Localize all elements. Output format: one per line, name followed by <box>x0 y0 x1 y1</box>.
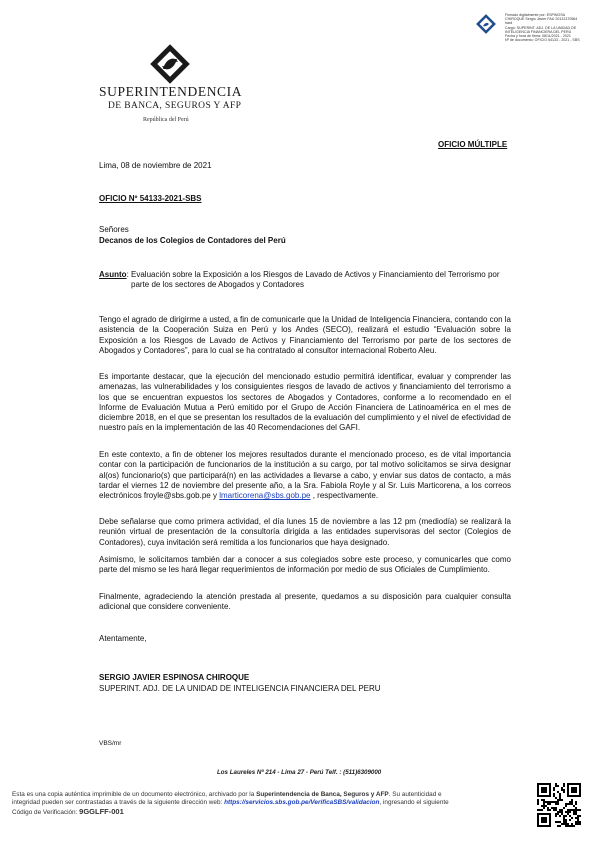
paragraph-2: Es importante destacar, que la ejecución del mencionado estudio permitirá identificar, evaluar y comprender las amenazas, las vulnerabilidades y los consiguientes riesgos de lavado de activos y financiamiento del terrorismo a los que se encuentran expuestos los sectores de Abogados y Contadores, conforme a lo recomendado en el Informe de Evaluación Mutua a Perú emitido por el Grupo de Acción Financiera de Latinoamérica en el mes de diciembre 2018, en el que se presentan los resultados de la evaluación del cumplimiento y el nivel de efectividad de nuestro país en la implementación de las 40 Recomendaciones del GAFI. <box>99 372 511 433</box>
signature-stamp <box>505 13 593 42</box>
paragraph-4: Debe señalarse que como primera actividad, el día lunes 15 de noviembre a las 12 pm (mediodía) se realizará la reunión virtual de presentación de la consultoría dirigida a las entidades supervisoras del sector (Colegios de Contadores), cuya invitación será remitida a los funcionarios que haya designado. <box>99 517 511 547</box>
stamp-line: hard <box>505 21 513 26</box>
paragraph-6: Finalmente, agradeciendo la atención prestada al presente, quedamos a su disposición para cualquier consulta adicional que considere conveniente. <box>99 592 511 612</box>
initials: VBS/mr <box>99 740 122 747</box>
verify-text-c: integridad pueden ser contrastadas a través de la siguiente dirección web: <box>12 799 225 807</box>
paragraph-5: Asimismo, le solicitamos también dar a conocer a sus colegiados sobre este proceso, y comunicarles que como parte del mismo se les hará llegar requerimientos de información por medio de sus Oficiales de Cumplimiento. <box>99 555 511 575</box>
logo-republic: República del Perú <box>143 117 189 123</box>
subject <box>99 270 511 291</box>
subject-label: Asunto <box>99 270 127 279</box>
verification-notice <box>12 791 512 817</box>
closing-regards: Atentamente, <box>99 634 147 643</box>
stamp-line: Fecha y hora de firma: 08/11/2021 - 2021 <box>505 34 571 39</box>
verify-org: Superintendencia de Banca, Seguros y AFP <box>256 791 389 798</box>
paragraph-3-text: En este contexto, a fin de obtener los mejores resultados durante el mencionado proceso, es de vital importancia contar con la participación de funcionarios de la institución a su cargo, por tal motivo solicitamos se sirva designar al(os) funcionario(s) que participará(n) en las actividades a llevarse a cabo, y enviar sus datos de contacto, a más tardar el viernes 12 de noviembre del presente año, a la Sra. Fabiola Royle y al Sr. Luis Marticorena, a los correos electrónicos <box>99 450 511 501</box>
logo-name: SUPERINTENDENCIA <box>99 84 243 99</box>
seal-logo-small <box>475 13 497 35</box>
verify-line-1 <box>12 791 512 799</box>
qr-code-icon <box>537 783 581 827</box>
stamp-line: Firmado digitalmente por: ESPINOSA <box>505 13 566 17</box>
recipient-name: Decanos de los Colegios de Contadores del Perú <box>99 236 286 245</box>
paragraph-3-end: , respectivamente. <box>310 491 379 501</box>
verify-text-d: , ingresando el siguiente <box>379 799 449 807</box>
subject-line-1: : Evaluación sobre la Exposición a los Riesgos de Lavado de Activos y Financiamiento del Terrorismo por <box>126 270 500 279</box>
stamp-line: Cargo: SUPERINT. ADJ. DE LA UNIDAD DE <box>505 25 577 30</box>
email-lmarticorena-link[interactable]: lmarticorena@sbs.gob.pe <box>219 491 311 501</box>
footer-address: Los Laureles Nº 214 - Lima 27 - Perú Telf. : (511)6309000 <box>217 769 382 776</box>
verify-line-3 <box>12 808 512 817</box>
verification-code: 9GGLFF-001 <box>79 806 124 816</box>
email-froyle[interactable]: froyle@sbs.gob.pe <box>143 491 211 501</box>
verify-text-b: . Su autenticidad e <box>388 791 442 798</box>
logo-subtitle: DE BANCA, SEGUROS Y AFP <box>108 101 242 111</box>
verify-url-link[interactable]: https://servicios.sbs.gob.pe/VerificaSBS/validacion <box>224 799 380 807</box>
stamp-line: INTELIGENCIA FINANCIERA DEL PERÚ <box>505 29 572 34</box>
greeting: Señores <box>99 225 129 234</box>
paragraph-1: Tengo el agrado de dirigirme a usted, a fin de comunicarle que la Unidad de Inteligencia Financiera, contando con la asistencia de la Cooperación Suiza en Perú y los Andes (SECO), realizará el estudio “Evaluación sobre la Exposición a los Riesgos de Lavado de Activos y Financiamiento del Terrorismo por parte de los sectores de Abogados y Contadores”, para lo cual se ha contratado al consultor internacional Roberto Aleu. <box>99 315 511 355</box>
verify-text-a: Esta es una copia auténtica imprimible de un documento electrónico, archivado por la <box>12 791 257 798</box>
stamp-line: CHIROQUE Sergio Javier FAU 20131370564 <box>505 17 578 22</box>
conjunction: y <box>210 491 220 501</box>
oficio-multiple-heading: OFICIO MÚLTIPLE <box>438 140 508 149</box>
subject-line-2: parte de los sectores de Abogados y Contadores <box>131 280 304 290</box>
stamp-line: Nº de documento: OFICIO 54133 - 2021 - SBS <box>505 38 580 43</box>
date-line: Lima, 08 de noviembre de 2021 <box>99 161 212 170</box>
sbs-logo-icon <box>148 42 192 86</box>
signer-name: SERGIO JAVIER ESPINOSA CHIROQUE <box>99 673 250 682</box>
code-label: Código de Verificación: <box>12 808 80 816</box>
oficio-number: OFICIO Nº 54133-2021-SBS <box>99 194 202 203</box>
paragraph-3 <box>99 450 511 501</box>
signer-title: SUPERINT. ADJ. DE LA UNIDAD DE INTELIGENCIA FINANCIERA DEL PERU <box>99 684 381 693</box>
